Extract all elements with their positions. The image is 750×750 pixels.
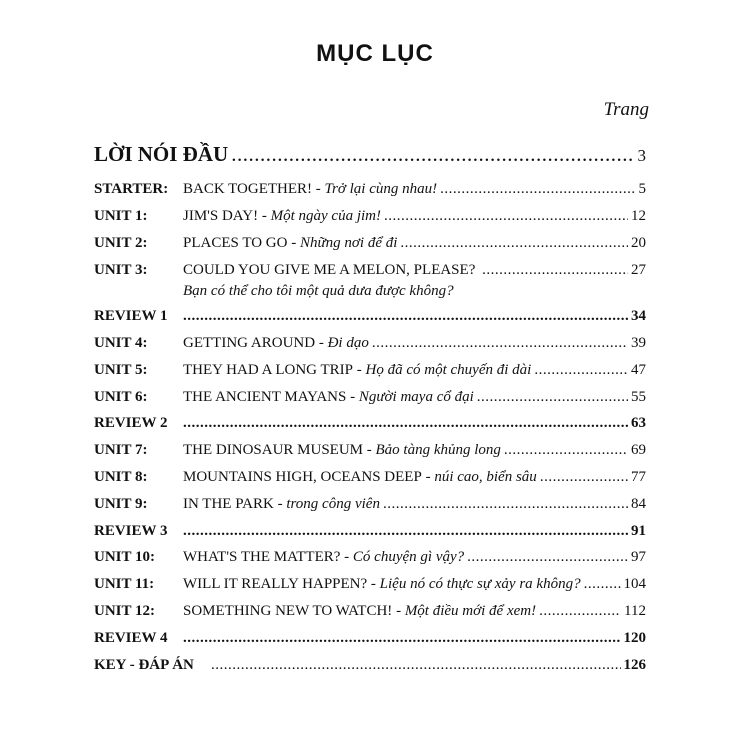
entry-page-number: 97 <box>631 549 646 565</box>
entry-line <box>183 603 646 620</box>
entry-separator <box>475 262 479 279</box>
entry-title-vi: Một ngày của jim! <box>270 208 381 224</box>
entry-separator: - <box>258 208 271 224</box>
entry-page-number: 120 <box>623 630 646 646</box>
dot-leader <box>584 576 621 593</box>
dot-leader <box>383 496 628 513</box>
entry-line <box>183 235 646 252</box>
entry-label: REVIEW 2 <box>94 415 168 431</box>
unit-entry[interactable] <box>94 362 646 382</box>
entry-title-vi: Trở lại cùng nhau! <box>324 181 438 197</box>
entry-page-number: 5 <box>638 181 646 197</box>
entry-title-en: THE DINOSAUR MUSEUM <box>183 442 364 458</box>
entry-title-en: THEY HAD A LONG TRIP <box>183 362 354 378</box>
dot-leader <box>467 549 628 566</box>
entry-page-number: 55 <box>631 389 646 405</box>
page-column-label: Trang <box>603 99 649 120</box>
entry-separator: - <box>315 335 328 351</box>
entry-title-vi: Bảo tàng khủng long <box>375 442 501 458</box>
entry-label: UNIT 1: <box>94 208 148 224</box>
unit-entry[interactable] <box>94 262 646 299</box>
entry-line <box>183 630 646 647</box>
entry-page-number: 34 <box>631 308 646 324</box>
entry-line <box>183 389 646 406</box>
entry-title-en: SOMETHING NEW TO WATCH! <box>183 603 393 619</box>
entry-title-vi: Liệu nó có thực sự xảy ra không? <box>379 576 581 592</box>
dot-leader <box>183 415 628 432</box>
entry-line <box>183 442 646 459</box>
entry-label: UNIT 4: <box>94 335 148 351</box>
entry-page-number: 112 <box>624 603 646 619</box>
entry-separator: - <box>353 362 366 378</box>
entry-label: UNIT 12: <box>94 603 155 619</box>
entry-title-en: MOUNTAINS HIGH, OCEANS DEEP <box>183 469 422 485</box>
entry-page-number: 77 <box>631 469 646 485</box>
entry-line <box>183 523 646 540</box>
review-entry[interactable] <box>94 308 646 328</box>
unit-entry[interactable] <box>94 603 646 623</box>
dot-leader <box>231 142 634 167</box>
dot-leader <box>477 389 628 406</box>
review-entry[interactable] <box>94 523 646 543</box>
entry-label: UNIT 5: <box>94 362 148 378</box>
unit-entry[interactable] <box>94 496 646 516</box>
dot-leader <box>372 335 628 352</box>
page-title: MỤC LỤC <box>316 40 434 67</box>
entry-label: UNIT 9: <box>94 496 148 512</box>
entry-title-vi: Họ đã có một chuyến đi dài <box>365 362 532 378</box>
review-entry[interactable] <box>94 415 646 435</box>
entry-title-vi: Người maya cổ đại <box>358 389 474 405</box>
dot-leader <box>183 630 621 647</box>
entry-title-vi: Một điều mới để xem! <box>404 603 537 619</box>
entry-page-number: 27 <box>631 262 646 278</box>
unit-entry[interactable] <box>94 549 646 569</box>
unit-entry[interactable] <box>94 208 646 228</box>
unit-entry[interactable] <box>94 335 646 355</box>
preface-entry[interactable] <box>94 142 646 167</box>
entry-page-number: 84 <box>631 496 646 512</box>
entry-title-en: PLACES TO GO <box>183 235 288 251</box>
entry-label: UNIT 7: <box>94 442 148 458</box>
entry-title-vi: núi cao, biển sâu <box>434 469 537 485</box>
entry-label: STARTER: <box>94 181 169 197</box>
unit-entry[interactable] <box>94 181 646 201</box>
entry-page-number: 39 <box>631 335 646 351</box>
entry-line <box>183 496 646 513</box>
preface-page: 3 <box>637 146 646 165</box>
entry-separator: - <box>312 181 325 197</box>
entry-line <box>208 657 646 674</box>
entry-label: UNIT 11: <box>94 576 155 592</box>
entry-subtitle-vi: Bạn có thể cho tôi một quả dưa được không? <box>183 283 454 299</box>
entry-line <box>183 335 646 352</box>
entry-separator: - <box>392 603 405 619</box>
dot-leader <box>400 235 628 252</box>
entry-page-number: 47 <box>631 362 646 378</box>
entry-label: UNIT 8: <box>94 469 148 485</box>
entry-title-en: THE ANCIENT MAYANS <box>183 389 347 405</box>
unit-entry[interactable] <box>94 442 646 462</box>
entry-page-number: 12 <box>631 208 646 224</box>
entry-title-vi: Những nơi để đi <box>299 235 398 251</box>
entry-title-en: BACK TOGETHER! <box>183 181 313 197</box>
entry-line <box>183 549 646 566</box>
dot-leader <box>211 657 621 674</box>
entry-line <box>183 208 646 225</box>
entry-page-number: 126 <box>623 657 646 673</box>
unit-entry[interactable] <box>94 469 646 489</box>
entry-title-vi: Có chuyện gì vậy? <box>352 549 465 565</box>
dot-leader <box>540 469 628 486</box>
entry-title-vi: trong công viên <box>286 496 380 512</box>
entry-page-number: 20 <box>631 235 646 251</box>
entry-title-en: WHAT'S THE MATTER? <box>183 549 341 565</box>
entry-line <box>183 262 646 279</box>
entry-page-number: 104 <box>623 576 646 592</box>
unit-entry[interactable] <box>94 389 646 409</box>
entry-separator: - <box>340 549 353 565</box>
entry-label: UNIT 10: <box>94 549 155 565</box>
entry-title-en: JIM'S DAY! <box>183 208 259 224</box>
entry-label: KEY - ĐÁP ÁN <box>94 657 194 673</box>
entry-line <box>183 576 646 593</box>
entry-title-en: GETTING AROUND <box>183 335 316 351</box>
entry-title-en: IN THE PARK <box>183 496 274 512</box>
entry-separator: - <box>346 389 359 405</box>
entry-line <box>183 181 646 198</box>
entry-title-en: WILL IT REALLY HAPPEN? <box>183 576 368 592</box>
entry-line <box>183 469 646 486</box>
preface-label: LỜI NÓI ĐẦU <box>94 142 229 166</box>
entry-separator: - <box>363 442 376 458</box>
entry-title-en: COULD YOU GIVE ME A MELON, PLEASE? <box>183 262 476 278</box>
entry-label: REVIEW 1 <box>94 308 168 324</box>
entry-line <box>183 415 646 432</box>
entry-label: UNIT 2: <box>94 235 148 251</box>
entry-line <box>183 308 646 325</box>
unit-entry[interactable] <box>94 235 646 255</box>
dot-leader <box>384 208 628 225</box>
answer-key-entry[interactable] <box>94 657 646 677</box>
dot-leader <box>539 603 621 620</box>
unit-entry[interactable] <box>94 576 646 596</box>
dot-leader <box>440 181 635 198</box>
dot-leader <box>183 523 628 540</box>
entry-label: REVIEW 3 <box>94 523 168 539</box>
entry-label: REVIEW 4 <box>94 630 168 646</box>
review-entry[interactable] <box>94 630 646 650</box>
entry-page-number: 69 <box>631 442 646 458</box>
dot-leader <box>482 262 628 279</box>
entry-line <box>183 362 646 379</box>
entry-label: UNIT 3: <box>94 262 148 278</box>
entry-page-number: 91 <box>631 523 646 539</box>
entry-page-number: 63 <box>631 415 646 431</box>
dot-leader <box>504 442 628 459</box>
entry-separator: - <box>273 496 287 512</box>
entry-separator: - <box>421 469 435 485</box>
dot-leader <box>183 308 628 325</box>
entry-separator: - <box>367 576 380 592</box>
dot-leader <box>534 362 628 379</box>
entry-label: UNIT 6: <box>94 389 148 405</box>
entry-title-vi: Đi dạo <box>327 335 369 351</box>
entry-separator: - <box>287 235 300 251</box>
